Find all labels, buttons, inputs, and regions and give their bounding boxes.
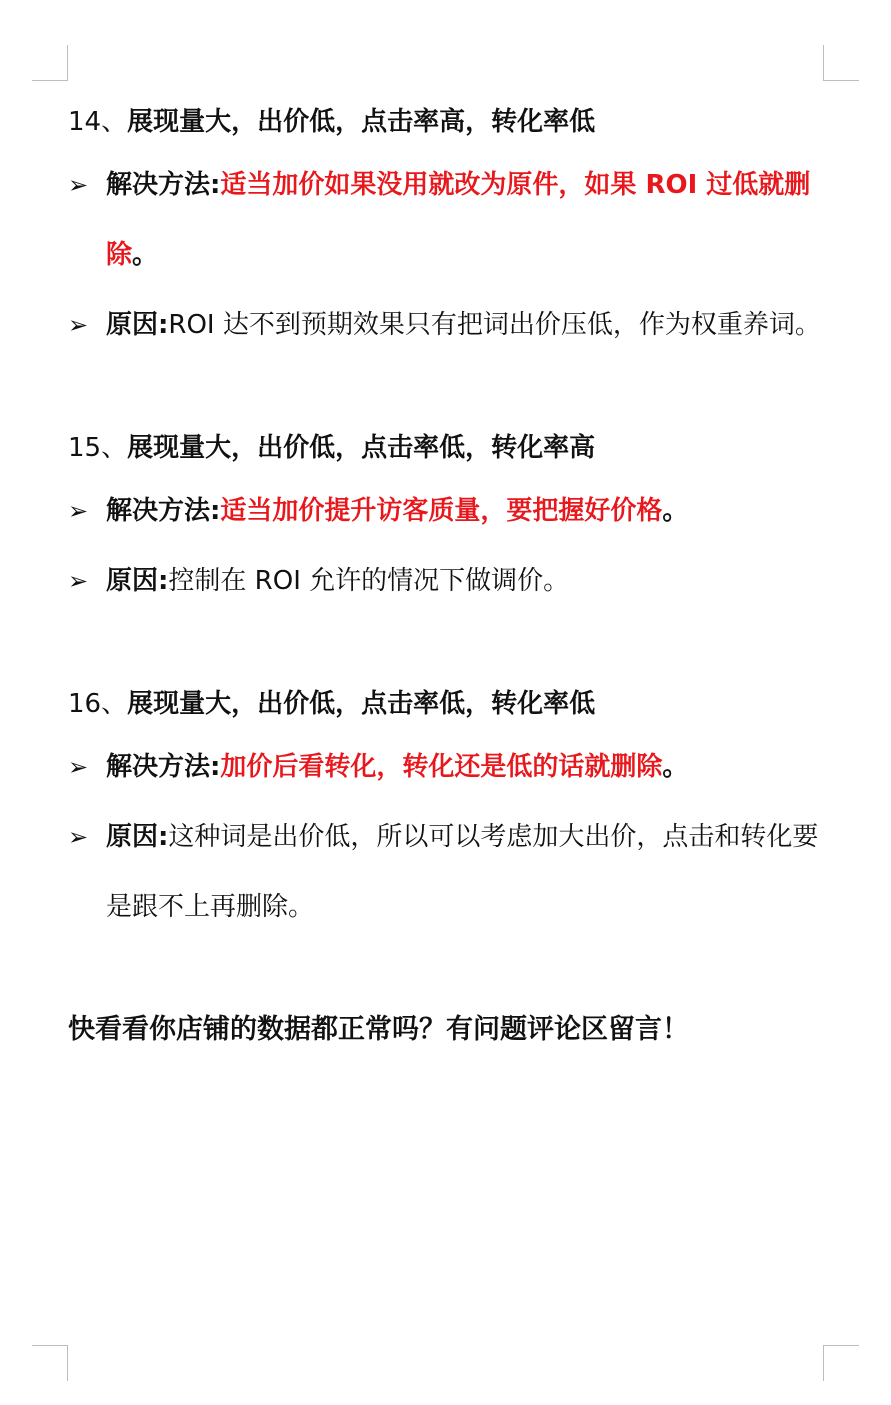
section-number: 14、 — [68, 107, 128, 137]
section-heading — [68, 94, 828, 150]
solution-text: 适当加价提升访客质量，要把握好价格 — [220, 496, 663, 526]
crop-mark-bottom-left — [32, 1345, 68, 1381]
solution-end: 。 — [132, 240, 159, 270]
reason-item — [68, 802, 828, 942]
section-14 — [68, 94, 828, 360]
reason-text: ROI 达不到预期效果只有把词出价压低，作为权重养词。 — [168, 310, 821, 340]
section-heading — [68, 676, 828, 732]
reason-item — [68, 546, 828, 616]
arrow-bullet-icon: ➢ — [68, 753, 89, 781]
crop-mark-top-right — [823, 45, 859, 81]
arrow-bullet-icon: ➢ — [68, 567, 89, 595]
document-body — [68, 94, 828, 1058]
section-number: 15、 — [68, 433, 128, 463]
reason-text: 这种词是出价低，所以可以考虑加大出价，点击和转化要是跟不上再删除。 — [106, 822, 819, 922]
section-number: 16、 — [68, 689, 128, 719]
section-title: 展现量大，出价低，点击率低，转化率高 — [127, 433, 596, 463]
solution-label: 解决方法: — [106, 752, 221, 782]
solution-end: 。 — [662, 752, 689, 782]
arrow-bullet-icon: ➢ — [68, 823, 89, 851]
arrow-bullet-icon: ➢ — [68, 311, 89, 339]
solution-text: 加价后看转化，转化还是低的话就删除 — [220, 752, 663, 782]
reason-text: 控制在 ROI 允许的情况下做调价。 — [168, 566, 570, 596]
solution-text: 适当加价如果没用就改为原件，如果 ROI 过低就删除 — [106, 170, 811, 270]
crop-mark-top-left — [32, 45, 68, 81]
section-title: 展现量大，出价低，点击率低，转化率低 — [127, 689, 596, 719]
section-heading — [68, 420, 828, 476]
section-16 — [68, 676, 828, 942]
arrow-bullet-icon: ➢ — [68, 497, 89, 525]
arrow-bullet-icon: ➢ — [68, 171, 89, 199]
reason-label: 原因: — [106, 566, 169, 596]
call-to-action: 快看看你店铺的数据都正常吗？有问题评论区留言！ — [68, 1014, 689, 1045]
solution-label: 解决方法: — [106, 170, 221, 200]
crop-mark-bottom-right — [823, 1345, 859, 1381]
solution-item — [68, 476, 828, 546]
section-15 — [68, 420, 828, 616]
solution-label: 解决方法: — [106, 496, 221, 526]
reason-item — [68, 290, 828, 360]
reason-label: 原因: — [106, 310, 169, 340]
solution-item — [68, 150, 828, 290]
solution-item — [68, 732, 828, 802]
reason-label: 原因: — [106, 822, 169, 852]
solution-end: 。 — [662, 496, 689, 526]
section-title: 展现量大，出价低，点击率高，转化率低 — [127, 107, 596, 137]
